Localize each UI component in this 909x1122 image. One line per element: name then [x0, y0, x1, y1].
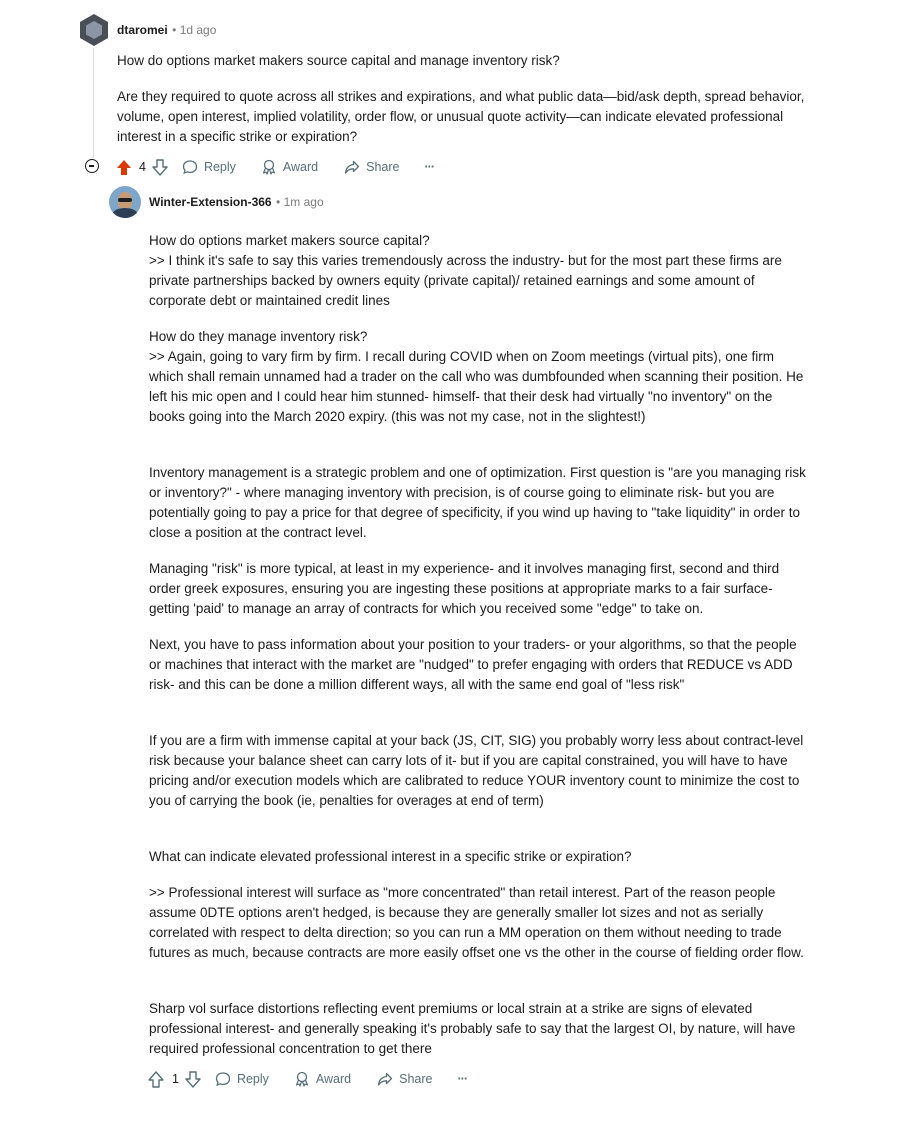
share-button[interactable]	[377, 1071, 432, 1087]
comment-actions	[116, 155, 434, 179]
upvote-icon	[148, 1071, 164, 1088]
award-label: Award	[315, 1072, 352, 1086]
comment-time: 1d ago	[179, 23, 217, 37]
comment-paragraph: Next, you have to pass information about your position to your traders- or your algorithms, so that the people or machines that interact with the market are "nudged" to prefer engaging with orders that REDUCE vs ADD risk- and this can be done a million different ways, all with the same end goal of "less risk"	[149, 637, 797, 692]
comment-paragraph: Are they required to quote across all strikes and expirations, and what public data—bid/ask depth, spread behavior, volume, open interest, implied volatility, order flow, or unusual quote activity—can indicate elevated professional interest in a specific strike or expiration?	[117, 89, 805, 144]
award-label: Award	[282, 160, 319, 174]
avatar-sunglasses	[118, 198, 132, 202]
award-button[interactable]	[294, 1071, 351, 1087]
award-icon	[261, 159, 277, 175]
downvote-button[interactable]	[185, 1071, 201, 1088]
avatar[interactable]	[109, 186, 141, 218]
vote-count: 1	[172, 1072, 179, 1086]
more-options-icon: ···	[457, 1072, 467, 1086]
comment-paragraph: How do options market makers source capital and manage inventory risk?	[117, 53, 560, 68]
award-icon	[294, 1071, 310, 1087]
award-button[interactable]	[261, 159, 318, 175]
reply-label: Reply	[203, 160, 236, 174]
comment-paragraph: Inventory management is a strategic problem and one of optimization. First question is "are you managing risk or inventory?" - where managing inventory with precision, is of course going to eliminate risk- but you are potentially going to pay a price for that degree of specificity, if you wind up having to "take liquidity" in order to close a position at the contract level.	[149, 465, 806, 540]
comment-header	[117, 21, 216, 39]
share-icon	[344, 159, 360, 175]
comment-paragraph: If you are a firm with immense capital at your back (JS, CIT, SIG) you probably worry less about contract-level risk because your balance sheet can carry lots of it- but if you are capital constrained, you will have to have pricing and/or execution models which are calibrated to reduce YOUR inventory count to minimize the cost to you of carrying the book (ie, penalties for overages at end of term)	[149, 733, 804, 808]
vote-count: 4	[139, 160, 146, 174]
reply-label: Reply	[236, 1072, 269, 1086]
comment-author[interactable]: dtaromei	[117, 23, 168, 37]
share-button[interactable]	[344, 159, 399, 175]
comment-time: 1m ago	[283, 195, 324, 209]
more-options-button[interactable]	[458, 1072, 468, 1086]
downvote-icon	[185, 1071, 201, 1088]
upvote-icon	[116, 159, 132, 176]
reply-button[interactable]	[182, 159, 236, 175]
comment-paragraph: >> Professional interest will surface as "more concentrated" than retail interest. Part of the reason people assume 0DTE options aren't hedged, is because they are generally smaller lot sizes and not as serially correlated with respect to delta direction; so you can run a MM operation on them without needing to trade futures as much, because contracts are more easily offset one vs the other in the course of fielding order flow.	[149, 885, 804, 960]
collapse-thread-button[interactable]	[85, 159, 99, 173]
avatar-inner	[86, 21, 102, 39]
comment-paragraph: How do they manage inventory risk? >> Again, going to vary firm by firm. I recall during COVID when on Zoom meetings (virtual pits), one firm which shall remain unnamed had a trader on the call who was dumbfounded when scanning their position. He left his mic open and I could hear him stunned- himself- that their desk had virtually "no inventory" on the books going into the March 2020 expiry. (this was not my case, not in the slightest!)	[149, 329, 804, 424]
avatar[interactable]	[80, 14, 108, 46]
comment-paragraph: What can indicate elevated professional interest in a specific strike or expiration?	[149, 849, 632, 864]
share-label: Share	[399, 1072, 433, 1086]
meta-separator: •	[276, 195, 284, 209]
upvote-button[interactable]	[116, 159, 132, 176]
comment-actions	[148, 1067, 467, 1091]
more-options-icon: ···	[424, 160, 434, 174]
comment-header	[149, 193, 324, 211]
downvote-icon	[152, 159, 168, 176]
upvote-button[interactable]	[148, 1071, 164, 1088]
downvote-button[interactable]	[152, 159, 168, 176]
thread-line[interactable]	[93, 48, 94, 158]
share-label: Share	[366, 160, 400, 174]
comment-author[interactable]: Winter-Extension-366	[149, 195, 272, 209]
more-options-button[interactable]	[425, 160, 435, 174]
reply-button[interactable]	[215, 1071, 269, 1087]
share-icon	[377, 1071, 393, 1087]
meta-separator: •	[172, 23, 180, 37]
comment-paragraph: Managing "risk" is more typical, at least in my experience- and it involves managing first, second and third order greek exposures, ensuring you are ingesting these positions at appropriate marks to a fair surface- getting 'paid' to manage an array of contracts for which you received some "edge" to take on.	[149, 561, 780, 616]
reply-icon	[215, 1071, 231, 1087]
reply-icon	[182, 159, 198, 175]
comment-paragraph: Sharp vol surface distortions reflecting event premiums or local strain at a strike are signs of elevated professional interest- and generally speaking it's probably safe to say that the largest OI, by nature, will have required professional concentration to get there	[149, 1001, 796, 1056]
comment-paragraph: How do options market makers source capital? >> I think it's safe to say this varies tremendously across the industry- but for the most part these firms are private partnerships backed by owners equity (private capital)/ retained earnings and some amount of corporate debt or maintained credit lines	[149, 233, 782, 308]
avatar-shirt	[112, 208, 138, 218]
